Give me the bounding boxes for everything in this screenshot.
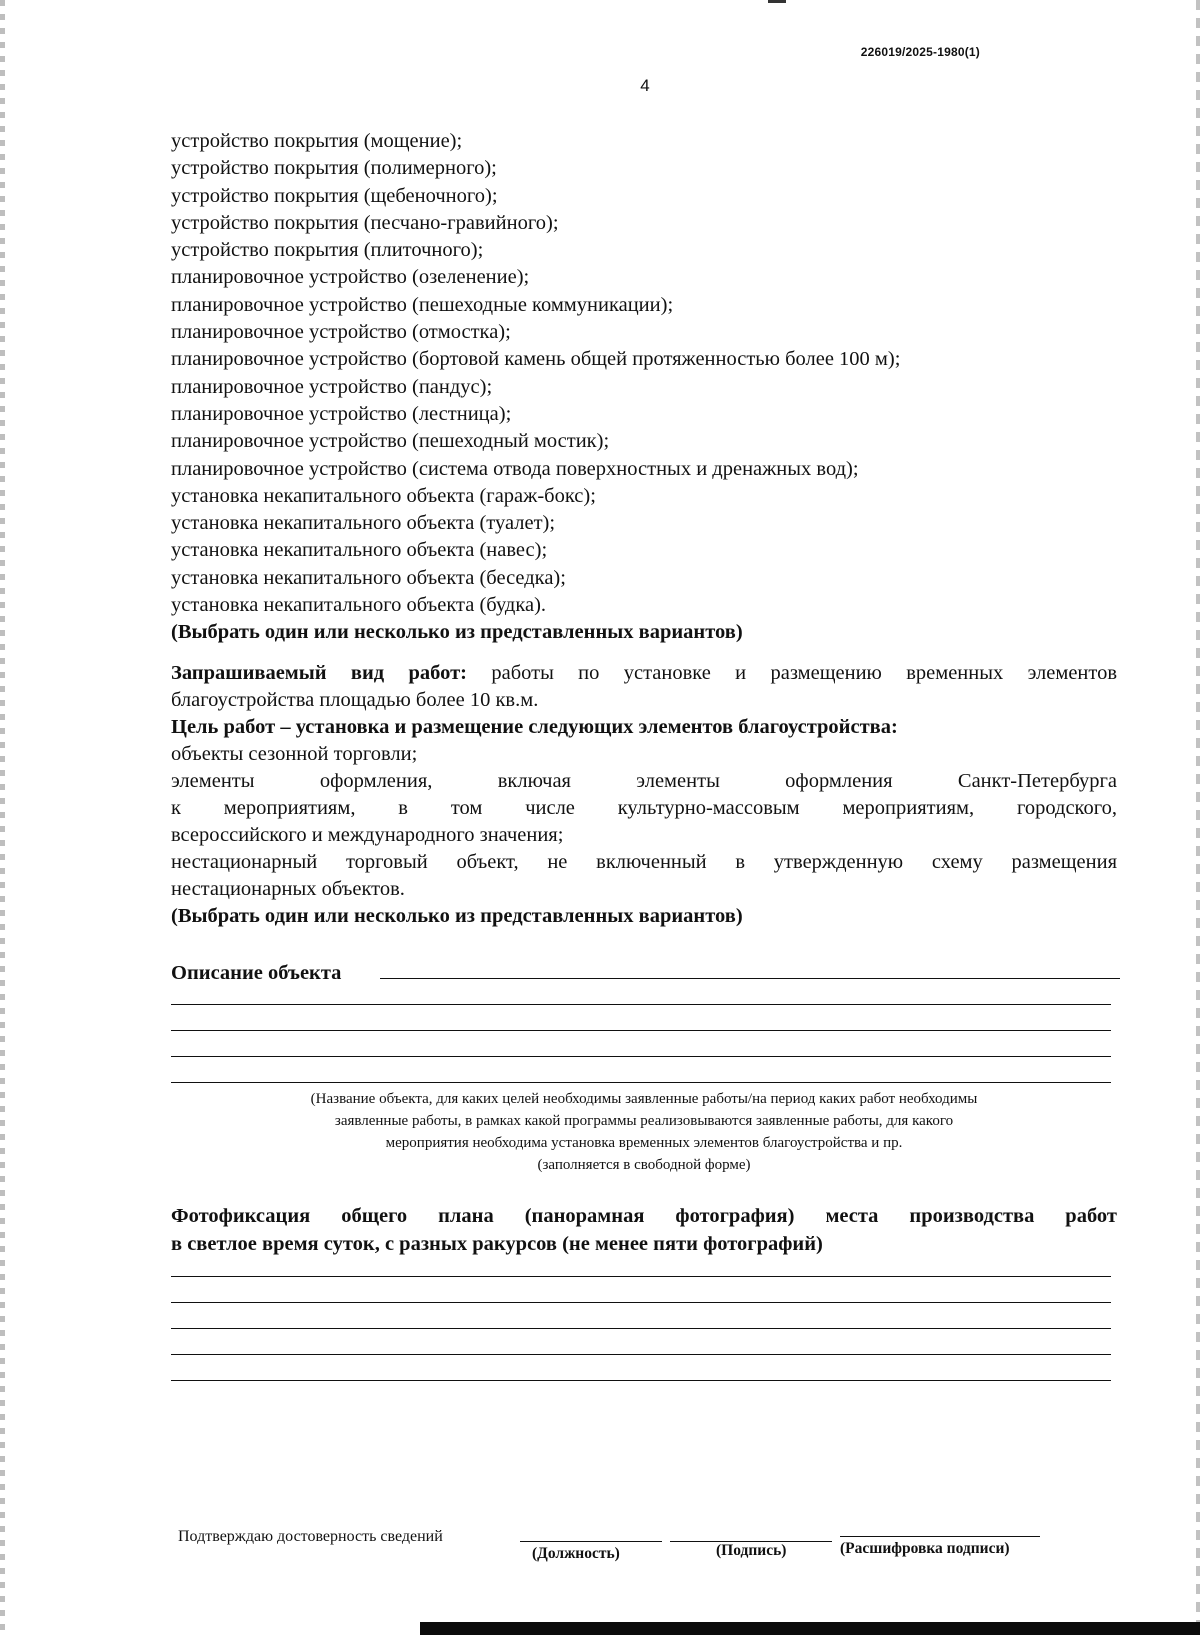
object-description-field[interactable] [171,1056,1111,1057]
document-id: 226019/2025-1980(1) [860,45,980,59]
list-item: устройство покрытия (полимерного); [171,157,497,180]
confirm-text: Подтверждаю достоверность сведений [178,1528,443,1545]
object-description-field[interactable] [171,1082,1111,1083]
scan-edge-right [1196,0,1200,1635]
work-type-list [171,128,900,647]
list-item: устройство покрытия (плиточного); [171,239,484,262]
goal-item-decor-line2: к мероприятиям, в том числе культурно-массовым мероприятиям, городского, [171,797,1117,819]
object-description-field[interactable] [171,1030,1111,1031]
photo-fixation-field[interactable] [171,1302,1111,1303]
signature-decoding-label: (Расшифровка подписи) [840,1540,1010,1557]
requested-work-line2: благоустройства площадью более 10 кв.м. [171,689,539,711]
photo-fixation-title-line2: в светлое время суток, с разных ракурсов (не менее пяти фотографий) [171,1233,823,1255]
choose-note: (Выбрать один или несколько из представленных вариантов) [171,621,743,644]
list-item: устройство покрытия (щебеночного); [171,184,498,207]
list-item: планировочное устройство (озеленение); [171,266,530,289]
list-item: устройство покрытия (мощение); [171,130,463,152]
position-field[interactable] [520,1541,662,1542]
scan-bar-bottom [420,1622,1200,1635]
choose-note: (Выбрать один или несколько из представленных вариантов) [171,905,743,927]
hint-line: (Название объекта, для каких целей необходимы заявленные работы/на период каких работ необходимы [310,1091,978,1107]
list-item: планировочное устройство (бортовой камень общей протяженностью более 100 м); [171,348,901,371]
list-item: установка некапитального объекта (навес); [171,539,548,562]
photo-fixation-field[interactable] [171,1328,1111,1329]
scan-mark-top [768,0,786,3]
requested-work-line1 [171,660,1117,687]
hint-line: заявленные работы, в рамках какой программы реализовываются заявленные работы, для какого [334,1113,954,1129]
goal-item-decor-line3: всероссийского и международного значения; [171,824,564,846]
photo-fixation-field[interactable] [171,1276,1111,1277]
list-item: устройство покрытия (песчано-гравийного); [171,211,559,234]
photo-fixation-title-line1: Фотофиксация общего плана (панорамная фотография) места производства работ [171,1205,1117,1227]
goal-item-kiosk-line2: нестационарных объектов. [171,878,405,900]
page-number: 4 [640,76,650,95]
photo-fixation-field[interactable] [171,1380,1111,1381]
list-item: установка некапитального объекта (будка). [171,594,547,617]
goal-item-seasonal: объекты сезонной торговли; [171,743,418,765]
requested-work-text: работы по установке и размещению временных элементов [491,662,1118,684]
list-item: планировочное устройство (лестница); [171,402,512,425]
list-item: планировочное устройство (пешеходный мостик); [171,430,610,453]
object-description-field[interactable] [171,1004,1111,1005]
scan-edge-left [0,0,5,1635]
goal-item-decor-line1: элементы оформления, включая элементы оформления Санкт-Петербурга [171,770,1117,792]
hint-line: мероприятия необходима установка временных элементов благоустройства и пр. [385,1135,903,1151]
hint-line: (заполняется в свободной форме) [537,1157,751,1173]
list-item: установка некапитального объекта (туалет); [171,512,556,535]
signature-label: (Подпись) [716,1542,787,1559]
list-item: планировочное устройство (система отвода поверхностных и дренажных вод); [171,457,859,480]
object-description-field[interactable] [380,978,1120,979]
photo-fixation-field[interactable] [171,1354,1111,1355]
requested-work-label: Запрашиваемый вид работ: [171,662,468,684]
position-label: (Должность) [532,1545,620,1562]
list-item: установка некапитального объекта (гараж-бокс); [171,484,596,507]
goal-item-kiosk-line1: нестационарный торговый объект, не включенный в утвержденную схему размещения [171,851,1117,873]
object-description-label: Описание объекта [171,962,342,984]
list-item: планировочное устройство (пандус); [171,375,493,398]
goal-title: Цель работ – установка и размещение следующих элементов благоустройства: [171,716,898,738]
signature-decoding-field[interactable] [840,1536,1040,1537]
list-item: установка некапитального объекта (беседка); [171,566,566,589]
object-description-hint [171,1088,1117,1176]
list-item: планировочное устройство (пешеходные коммуникации); [171,293,674,316]
list-item: планировочное устройство (отмостка); [171,321,511,344]
